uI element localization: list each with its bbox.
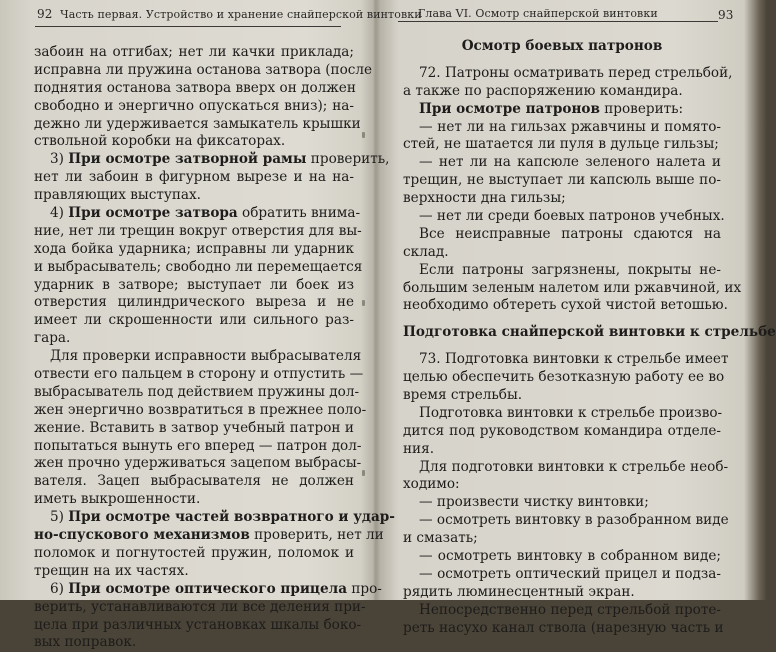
right-page-text — [403, 38, 776, 638]
text-line — [34, 151, 390, 169]
text-line: ходимо: — [403, 476, 460, 493]
text-line: свободно и энергично опускаться вниз); на- — [34, 97, 354, 114]
binding-stitch — [362, 300, 365, 306]
line-text: проверить: — [599, 100, 684, 117]
section-heading: Подготовка снайперской винтовки к стрельбе — [403, 324, 776, 341]
right-page — [378, 0, 776, 636]
line-text: проверить, нет ли — [249, 527, 384, 544]
text-line: склад. — [403, 243, 449, 260]
bold-phrase: При осмотре оптического прицела — [68, 580, 347, 597]
text-line — [34, 509, 395, 527]
line-text: проверить, — [306, 151, 390, 168]
text-line — [34, 205, 361, 223]
section-body — [403, 64, 742, 315]
text-line: отверстия цилиндрического выреза и не — [34, 294, 354, 311]
text-line — [34, 580, 382, 599]
left-running-head — [37, 7, 422, 21]
text-line: трещин, не выступает ли капсюль выше по- — [403, 172, 721, 189]
text-line: рядить люминесцентный экран. — [403, 583, 635, 600]
binding-stitch — [362, 470, 365, 476]
text-line: Если патроны загрязнены, покрыты не- — [419, 261, 721, 278]
text-line: правляющих выступах. — [34, 187, 202, 204]
text-line: попытаться вынуть его вперед — патрон дол- — [34, 437, 362, 454]
text-line: хода бойка ударника; исправны ли ударник — [34, 240, 354, 257]
text-line: 73. Подготовка винтовки к стрельбе имеет — [419, 351, 729, 368]
text-line: а также по распоряжению командира. — [403, 82, 683, 99]
text-line: верхности дна гильзы; — [403, 190, 566, 207]
text-line: вателя. Зацеп выбрасывателя не должен — [34, 473, 354, 490]
text-line: жен энергично возвратиться в прежнее поло- — [34, 401, 367, 418]
binding-stitch — [362, 132, 365, 138]
text-line: — нет ли среди боевых патронов учебных. — [419, 208, 725, 225]
text-line: Все неисправные патроны сдаются на — [419, 225, 721, 242]
text-line: время стрельбы. — [403, 387, 523, 404]
text-line: — нет ли на гильзах ржавчины и помято- — [419, 118, 721, 135]
text-line: жен прочно удерживаться зацепом выбрасы- — [34, 455, 362, 472]
text-line: — нет ли на капсюле зеленого налета и — [419, 154, 721, 171]
right-running-head — [418, 7, 734, 22]
bold-phrase: При осмотре затворной рамы — [68, 151, 307, 168]
text-line: и выбрасыватель; свободно ли перемещается — [34, 258, 363, 275]
left-page-number: 92 — [37, 7, 53, 21]
text-line: реть насухо канал ствола (нарезную часть и — [403, 619, 724, 636]
text-line: иметь выкрошенности. — [34, 491, 201, 508]
text-line: — осмотреть оптический прицел и подза- — [419, 565, 721, 582]
text-line: необходимо обтереть сухой чистой ветошью. — [403, 297, 728, 314]
right-page-number: 93 — [718, 8, 734, 22]
text-line: Подготовка винтовки к стрельбе произво- — [419, 404, 723, 421]
section-body — [403, 351, 729, 637]
right-head-rule — [398, 21, 718, 22]
text-line: поднятия останова затвора вверх он должен — [34, 79, 356, 96]
text-line: верить, устанавливаются ли все деления при- — [34, 598, 366, 615]
text-line: дежно ли удерживается замыкатель крышки — [34, 115, 361, 132]
line-text: обратить внима- — [237, 205, 361, 222]
text-line: ударник в затворе; выступает ли боек из — [34, 276, 354, 293]
text-line: — осмотреть винтовку в разобранном виде — [419, 512, 729, 529]
text-line: и смазать; — [403, 530, 478, 547]
text-line: ствольной коробки на фиксаторах. — [34, 133, 286, 150]
text-line: имеет ли скрошенности или сильного раз- — [34, 312, 354, 329]
text-line: Непосредственно перед стрельбой проте- — [419, 601, 721, 618]
text-line: стей, не шатается ли пуля в дульце гильзы; — [403, 136, 719, 153]
text-line: поломок и погнутостей пружин, поломок и — [34, 544, 354, 561]
text-line: Для подготовки винтовки к стрельбе необ- — [419, 458, 729, 475]
text-line: выбрасыватель под действием пружины дол- — [34, 383, 360, 400]
left-page-text — [34, 44, 395, 652]
left-head-rule — [35, 26, 341, 27]
item-number: 4) — [50, 205, 69, 222]
text-line: трещин на их частях. — [34, 562, 189, 579]
bold-phrase: При осмотре затвора — [68, 205, 238, 222]
text-line: забоин на отгибах; нет ли качки приклада; — [34, 44, 354, 60]
text-line: — осмотреть винтовку в собранном виде; — [419, 548, 721, 565]
text-line: 72. Патроны осматривать перед стрельбой, — [419, 64, 733, 81]
left-running-head-text: Часть первая. Устройство и хранение снайперской винтовки — [60, 8, 422, 21]
text-line: жение. Вставить в затвор учебный патрон и — [34, 419, 354, 436]
item-number: 6) — [50, 580, 69, 597]
bold-phrase: но-спускового механизмов — [34, 527, 250, 544]
text-line: ния. — [403, 440, 435, 457]
section-heading: Осмотр боевых патронов — [461, 38, 663, 54]
text-line: нет ли забоин в фигурном вырезе и на на- — [34, 169, 354, 186]
right-running-head-text: Глава VI. Осмотр снайперской винтовки — [418, 7, 658, 20]
item-number: 3) — [50, 151, 69, 168]
text-line: цела при различных установках шкалы боко- — [34, 616, 362, 633]
bold-phrase: При осмотре частей возвратного и удар- — [68, 509, 395, 526]
bold-phrase: При осмотре патронов — [419, 100, 600, 117]
text-line: дится под руководством командира отделе- — [403, 422, 721, 439]
text-line: ние, нет ли трещин вокруг отверстия для вы- — [34, 222, 362, 239]
text-line — [403, 101, 721, 119]
item-number: 5) — [50, 509, 69, 526]
text-line: целью обеспечить безотказную работу ее во — [403, 369, 725, 386]
text-line: исправна ли пружина останова затвора (после — [34, 61, 373, 78]
text-line: гара. — [34, 330, 71, 347]
text-line: большим зеленым налетом или ржавчиной, их — [403, 279, 742, 296]
text-line — [34, 527, 384, 545]
text-line: отвести его пальцем в сторону и отпустить — — [34, 366, 364, 383]
text-line: — произвести чистку винтовки; — [419, 494, 649, 511]
line-text: про- — [347, 580, 382, 597]
text-line: Для проверки исправности выбрасывателя — [50, 348, 362, 365]
text-line: вых поправок. — [34, 634, 137, 651]
